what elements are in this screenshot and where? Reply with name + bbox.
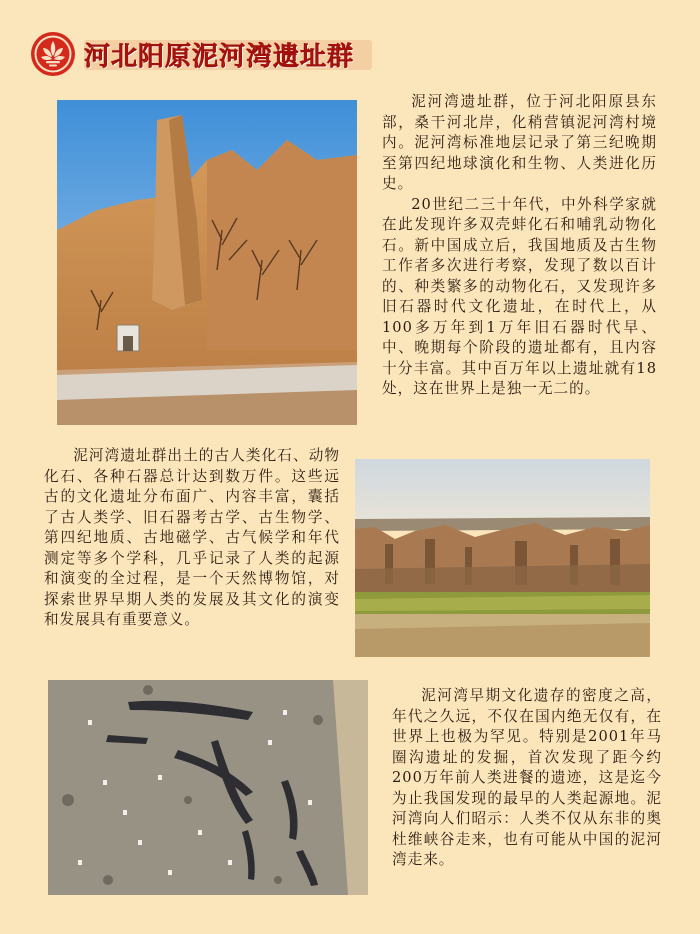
closing-text-block [392,686,662,871]
eroded-terrace-landscape-photo [355,459,650,657]
lotus-emblem-icon [30,31,76,77]
closing-paragraph-1: 泥河湾早期文化遗存的密度之高，年代之久远，不仅在国内绝无仅有，在世界上也极为罕见。特别是2001年马圈沟遗址的发掘，首次发现了距今约200万年前人类进餐的遗迹，这是迄今为止我国发现的最早的人类起源地。泥河湾向人们昭示：人类不仅从东非的奥杜维峡谷走来，也有可能从中国的泥河湾走来。 [392,687,662,868]
intro-paragraph-1: 泥河湾遗址群，位于河北阳原县东部，桑干河北岸，化稍营镇泥河湾村境内。泥河湾标准地层记录了第三纪晚期至第四纪地球演化和生物、人类进化历史。 [382,93,657,192]
page-title: 河北阳原泥河湾遗址群 [84,41,355,72]
excavated-fossils-photo [48,680,368,895]
title-wrap [84,32,354,76]
middle-paragraph-1: 泥河湾遗址群出土的古人类化石、动物化石、各种石器总计达到数万件。这些远古的文化遗址分布面广、内容丰富，囊括了古人类学、旧石器考古学、古生物学、第四纪地质、古地磁学、古气候学和年代测定等多个学科，几乎记录了人类的起源和演变的全过程，是一个天然博物馆，对探索世界早期人类的发展及其文化的演变和发展具有重要意义。 [44,447,340,628]
intro-paragraph-2: 20世纪二三十年代，中外科学家就在此发现许多双壳蚌化石和哺乳动物化石。新中国成立后，我国地质及古生物工作者多次进行考察，发现了数以百计的、种类繁多的动物化石，又发现许多旧石器时代文化遗址，在时代上，从100多万年到1万年旧石器时代早、中、晚期每个阶段的遗址都有，且内容十分丰富。其中百万年以上遗址就有18处，这在世界上是独一无二的。 [382,195,657,397]
intro-text-block [382,92,657,400]
sandstone-pillar-landscape-photo [57,100,357,425]
page-header [30,30,354,78]
middle-text-block [44,446,340,631]
